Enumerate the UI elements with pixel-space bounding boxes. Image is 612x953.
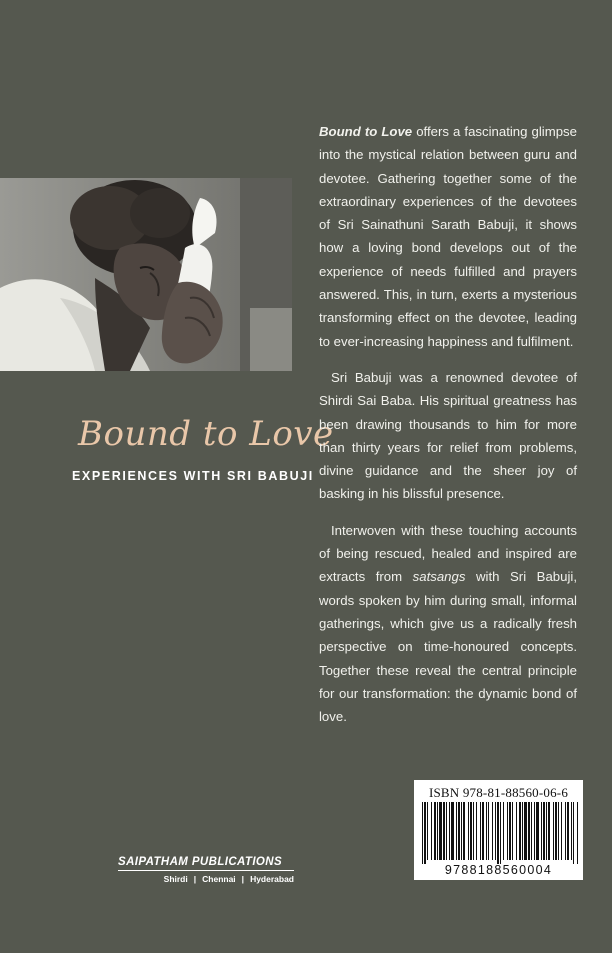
blurb-paragraph-1 — [319, 120, 577, 353]
publisher-name: SAIPATHAM PUBLICATIONS — [118, 856, 283, 868]
blurb-text — [319, 120, 577, 741]
city-shirdi: Shirdi — [163, 874, 188, 884]
blurb-p3-text-b: with Sri Babuji, words spoken by him during small, informal gatherings, which give us a radically fresh perspective on time-honoured concepts. Together these reveal the central principle for our transformation: the dynamic bond of love. — [319, 569, 577, 725]
blurb-p3-text-a: Interwoven with these touching accounts of being rescued, healed and inspired are extracts from — [319, 522, 577, 585]
barcode-bars — [422, 802, 578, 864]
publisher-block — [118, 856, 298, 884]
book-subtitle: EXPERIENCES WITH SRI BABUJI — [72, 469, 314, 483]
blurb-p3-emphasis: satsangs — [412, 569, 466, 585]
isbn-barcode — [414, 780, 583, 880]
city-separator: | — [193, 874, 197, 884]
city-chennai: Chennai — [202, 874, 236, 884]
publisher-divider — [118, 870, 294, 871]
blurb-paragraph-2: Sri Babuji was a renowned devotee of Shirdi Sai Baba. His spiritual greatness has been drawing thousands to him for more than thirty years for relief from problems, divine guidance and the sheer joy of basking in his blissful presence. — [319, 369, 577, 502]
city-separator: | — [241, 874, 245, 884]
blurb-paragraph-3 — [319, 519, 577, 729]
barcode-number: 9788188560004 — [444, 863, 553, 877]
blurb-p1-text: offers a fascinating glimpse into the mystical relation between guru and devotee. Gathering together some of the extraordinary experiences of the devotees of Sri Sainathuni Sarath Babuji, it shows how a loving bond develops out of the experience of needs fulfilled and prayers answered. This, in turn, exerts a mysterious transforming effect on the devotee, leading to ever-increasing happiness and fulfilment. — [319, 124, 577, 349]
book-title: Bound to Love — [78, 414, 334, 454]
barcode-icon — [422, 802, 578, 864]
publisher-cities — [118, 874, 298, 884]
babuji-photo — [0, 178, 292, 371]
blurb-title-ref: Bound to Love — [319, 124, 413, 139]
isbn-label: ISBN 978-81-88560-06-6 — [428, 785, 569, 800]
portrait-image — [0, 178, 292, 371]
city-hyderabad: Hyderabad — [250, 874, 294, 884]
